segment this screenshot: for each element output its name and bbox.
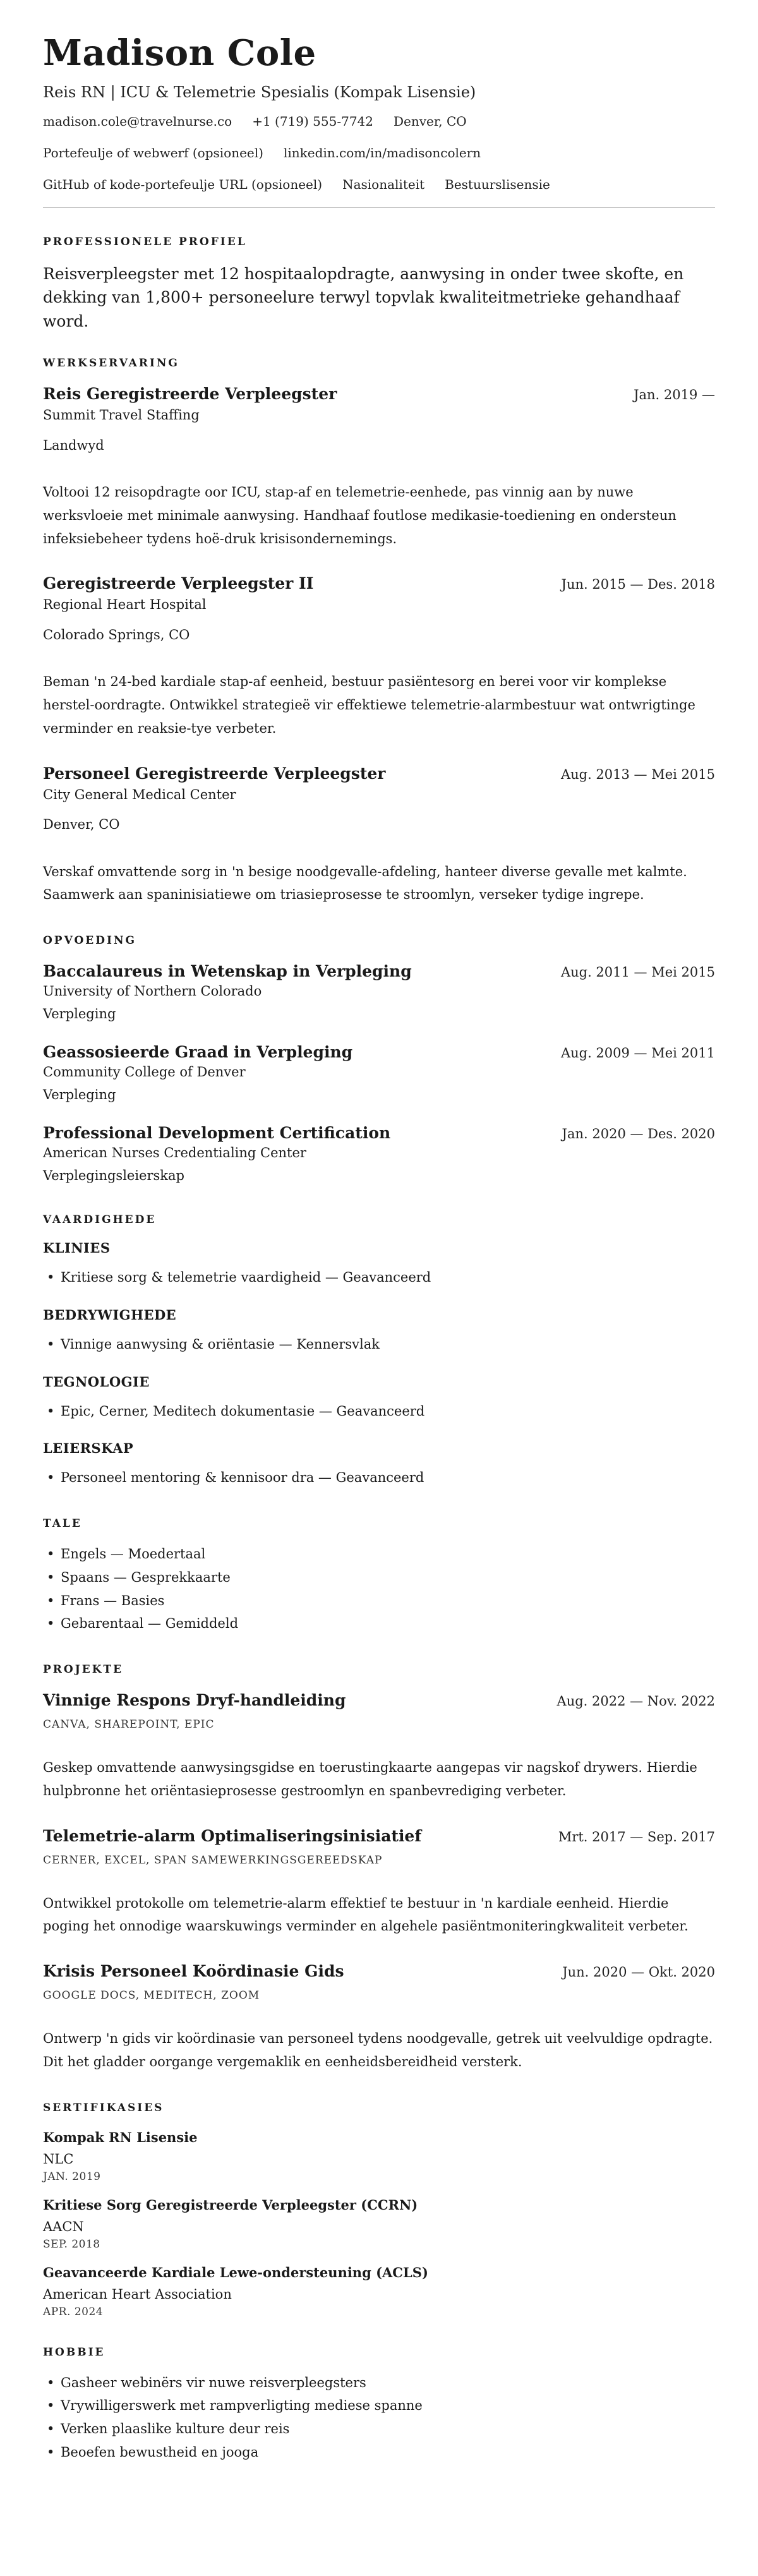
contact-info [43,112,715,193]
project-dates: Aug. 2022 — Nov. 2022 [556,1694,715,1709]
project-tech: CANVA, SHAREPOINT, EPIC [43,1718,215,1731]
degree-dates: Aug. 2009 — Mei 2011 [560,1045,715,1061]
certification-entry [43,2129,715,2183]
certification-issuer: NLC [43,2151,74,2167]
field-of-study: Verplegingsleierskap [43,1167,184,1183]
experience-entry [43,385,715,550]
project-tech: GOOGLE DOCS, MEDITECH, ZOOM [43,1989,260,2002]
skill-item: • Epic, Cerner, Meditech dokumentasie — Geavanceerd [43,1400,715,1423]
field-of-study: Verpleging [43,1086,116,1102]
contact-row [43,176,715,193]
project-entry [43,1962,715,2074]
degree-dates: Aug. 2011 — Mei 2015 [560,965,715,980]
job-dates: Jan. 2019 — [634,387,715,403]
project-name: Krisis Personeel Koördinasie Gids [43,1962,344,1981]
job-company: Summit Travel Staffing [43,407,200,423]
project-dates: Mrt. 2017 — Sep. 2017 [558,1829,715,1845]
job-description: Voltooi 12 reisopdragte oor ICU, stap-af en telemetrie-eenhede, pas vinnig aan by nuwe werksvloeie met minimale aanwysing. Handhaaf foutlose medikasie-toediening en ondersteun infeksiebeheer tydens hoë-druk krisisondernemings. [43,485,677,546]
hobbies-section [43,2346,715,2464]
skill-list [43,1266,715,1289]
field-of-study: Verpleging [43,1006,116,1021]
linkedin-link: linkedin.com/in/madisoncolern [283,145,481,160]
certification-entry [43,2265,715,2318]
project-description: Ontwerp 'n gids vir koördinasie van personeel tydens noodgevalle, getrek uit veelvuldige opdragte. Dit het gladder oorgange vergemaklik en eenheidsbereidheid versterk. [43,2031,713,2069]
skill-category-title: KLINIES [43,1240,111,1256]
project-description: Geskep omvattende aanwysingsgidse en toerustingkaarte aangepas vir nagskof drywers. Hierdie hulpbronne het oriëntasieprosesse gestroomlyn en spanbevrediging verbeter. [43,1760,697,1798]
skill-category-title: TEGNOLOGIE [43,1373,150,1390]
certification-entry [43,2197,715,2251]
section-title: PROFESSIONELE PROFIEL [43,235,247,248]
email: madison.cole@travelnurse.co [43,113,232,129]
section-title: WERKSERVARING [43,357,179,370]
project-entry [43,1691,715,1803]
project-description: Ontwikkel protokolle om telemetrie-alarm effektief te bestuur in 'n kardiale eenheid. Hierdie poging het onnodige waarskuwings verminder en algehele pasiëntmoniteringkwaliteit verbeter. [43,1895,689,1934]
job-location: Colorado Springs, CO [43,627,190,642]
job-description: Beman 'n 24-bed kardiale stap-af eenheid, bestuur pasiëntesorg en berei voor vir komplekse herstel-oordragte. Ontwikkel strategieë vir effektiewe telemetrie-alarmbestuur wat ontwrigtinge verminder en reaksie-tye verbeter. [43,674,695,736]
hobby-item: • Vrywilligerswerk met rampverligting mediese spanne [43,2394,715,2417]
experience-entry [43,764,715,907]
certification-issuer: AACN [43,2218,84,2234]
experience-section [43,357,715,906]
skill-list [43,1400,715,1423]
skill-list [43,1333,715,1356]
hobby-item: • Beoefen bewustheid en jooga [43,2441,715,2464]
certification-date: SEP. 2018 [43,2237,100,2251]
project-name: Telemetrie-alarm Optimaliseringsinisiatief [43,1826,422,1845]
job-location: Landwyd [43,437,104,453]
job-role: Personeel Geregistreerde Verpleegster [43,764,386,783]
languages-section [43,1517,715,1635]
portfolio-link: Portefeulje of webwerf (opsioneel) [43,145,263,160]
skill-item: • Vinnige aanwysing & oriëntasie — Kennersvlak [43,1333,715,1356]
language-item: • Spaans — Gesprekkaarte [43,1566,715,1589]
job-location: Denver, CO [43,817,120,833]
institution: University of Northern Colorado [43,984,262,999]
resume-header [43,34,715,193]
skill-item: • Kritiese sorg & telemetrie vaardigheid — Geavanceerd [43,1266,715,1289]
degree-name: Baccalaureus in Wetenskap in Verpleging [43,962,412,981]
contact-row [43,112,715,130]
profile-section [43,236,715,334]
education-entry [43,1124,715,1186]
job-role: Reis Geregistreerde Verpleegster [43,385,337,404]
skill-list [43,1466,715,1490]
language-item: • Engels — Moedertaal [43,1543,715,1566]
certification-name: Geavanceerde Kardiale Lewe-ondersteuning (ACLS) [43,2264,428,2280]
projects-section [43,1663,715,2074]
language-item: • Gebarentaal — Gemiddeld [43,1612,715,1635]
job-description: Verskaf omvattende sorg in 'n besige noodgevalle-afdeling, hanteer diverse gevalle met kalmte. Saamwerk aan spaninisiatiewe om triasieprosesse te stroomlyn, verseker tydige ingrepe. [43,864,687,903]
nationality: Nasionaliteit [342,176,425,192]
profile-summary: Reisverpleegster met 12 hospitaalopdragte, aanwysing in onder twee skofte, en dekking van 1,800+ personeelure terwyl topvlak kwaliteitmetrieke gehandhaaf word. [43,264,684,330]
education-entry [43,1043,715,1105]
project-entry [43,1827,715,1939]
hobby-list [43,2371,715,2464]
candidate-title: Reis RN | ICU & Telemetrie Spesialis (Kompak Lisensie) [43,83,476,101]
certification-name: Kompak RN Lisensie [43,2129,198,2145]
certification-date: JAN. 2019 [43,2170,101,2183]
job-dates: Jun. 2015 — Des. 2018 [561,577,715,593]
job-dates: Aug. 2013 — Mei 2015 [560,766,715,782]
degree-dates: Jan. 2020 — Des. 2020 [562,1126,715,1142]
language-list [43,1543,715,1635]
project-tech: CERNER, EXCEL, SPAN SAMEWERKINGSGEREEDSKAP [43,1853,383,1867]
section-title: HOBBIE [43,2345,105,2359]
degree-name: Professional Development Certification [43,1124,391,1143]
job-company: City General Medical Center [43,786,236,802]
hobby-item: • Gasheer webinërs vir nuwe reisverpleegsters [43,2371,715,2395]
experience-entry [43,574,715,740]
degree-name: Geassosieerde Graad in Verpleging [43,1043,353,1062]
skill-category-title: BEDRYWIGHEDE [43,1306,177,1323]
education-entry [43,962,715,1024]
section-title: TALE [43,1517,82,1531]
job-role: Geregistreerde Verpleegster II [43,574,314,593]
location: Denver, CO [394,113,467,129]
certification-date: APR. 2024 [43,2305,104,2318]
skill-item: • Personeel mentoring & kennisoor dra — Geavanceerd [43,1466,715,1490]
skill-category-title: LEIERSKAP [43,1440,134,1457]
project-dates: Jun. 2020 — Okt. 2020 [562,1965,715,1980]
candidate-name: Madison Cole [43,32,316,74]
section-title: OPVOEDING [43,934,137,948]
certification-issuer: American Heart Association [43,2286,232,2302]
language-item: • Frans — Basies [43,1589,715,1613]
institution: Community College of Denver [43,1064,246,1080]
certifications-section [43,2102,715,2318]
project-name: Vinnige Respons Dryf-handleiding [43,1691,346,1710]
contact-row [43,144,715,162]
education-section [43,934,715,1186]
job-company: Regional Heart Hospital [43,597,207,613]
hobby-item: • Verken plaaslike kulture deur reis [43,2417,715,2441]
github-link: GitHub of kode-portefeulje URL (opsioneel) [43,176,323,192]
header-divider [43,207,715,208]
skills-section [43,1213,715,1490]
driving-license: Bestuurslisensie [445,176,550,192]
institution: American Nurses Credentialing Center [43,1145,306,1161]
phone: +1 (719) 555-7742 [252,113,373,129]
certification-name: Kritiese Sorg Geregistreerde Verpleegster (CCRN) [43,2196,418,2213]
section-title: VAARDIGHEDE [43,1213,157,1227]
section-title: PROJEKTE [43,1663,124,1676]
section-title: SERTIFIKASIES [43,2101,164,2114]
